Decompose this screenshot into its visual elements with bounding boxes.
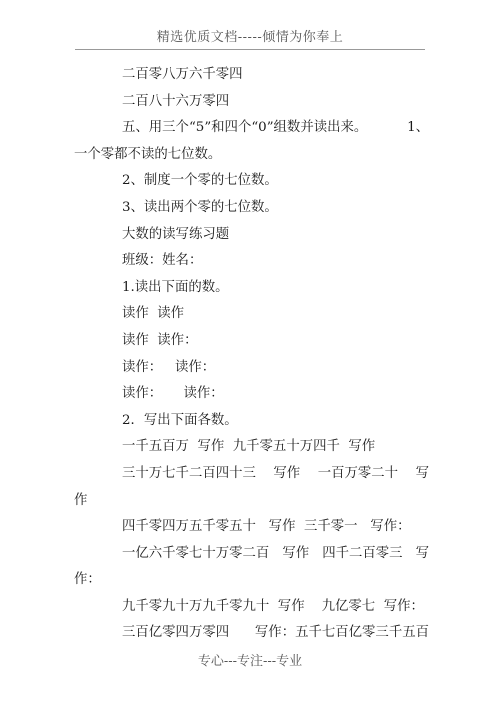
number-text: 一亿六千零七十万零二百	[122, 545, 270, 561]
text-line: 2、制度一个零的七位数。	[122, 173, 278, 189]
text-line: 2．写出下面各数。	[122, 412, 238, 428]
class-name-line: 班级：姓名：	[122, 253, 203, 269]
text-line: 读作： 读作：	[122, 359, 216, 375]
write-label: 写作	[273, 465, 301, 481]
header-divider	[75, 49, 425, 50]
document-body	[74, 62, 429, 647]
question-five-text: 五、用三个“5”和四个“0”组数并读出来。	[122, 120, 368, 136]
write-label: 写作	[282, 545, 310, 561]
number-text: 一百万零二十	[317, 465, 399, 481]
text-line: 作：	[74, 572, 101, 588]
page-footer: 专心---专注---专业	[197, 654, 303, 669]
text-line: 一个零都不读的七位数。	[74, 146, 222, 162]
number-text: 三十万七千二百四十三	[122, 465, 256, 481]
section-title: 大数的读写练习题	[122, 226, 230, 242]
write-label: 写作：五千七百亿零三千五百	[254, 625, 429, 641]
number-text: 三百亿零四万零四	[122, 625, 230, 641]
text-line	[74, 115, 429, 142]
text-line: 读作： 读作：	[122, 386, 224, 402]
text-line: 1.读出下面的数。	[122, 279, 229, 295]
text-line: 九千零九十万九千零九十 写作 九亿零七 写作：	[122, 598, 424, 614]
text-line: 二百零八万六千零四	[122, 67, 243, 82]
text-line: 二百八十六万零四	[122, 93, 230, 109]
number-text: 四千二百零三	[322, 545, 403, 561]
text-line	[74, 461, 429, 488]
text-line	[74, 620, 429, 647]
write-label: 写	[415, 545, 429, 561]
text-line	[74, 541, 429, 568]
page-header: 精选优质文档-----倾情为你奉上	[156, 30, 344, 45]
write-label: 写	[415, 465, 429, 481]
text-line: 读作 读作	[122, 306, 185, 322]
sub-item-number: 1、	[407, 120, 429, 136]
text-line: 一千五百万 写作 九千零五十万四千 写作	[122, 439, 376, 455]
text-line: 3、读出两个零的七位数。	[122, 199, 278, 215]
text-line: 作	[74, 492, 88, 508]
text-line: 四千零四万五千零五十 写作 三千零一 写作：	[122, 519, 411, 535]
text-line: 读作 读作：	[122, 332, 198, 348]
